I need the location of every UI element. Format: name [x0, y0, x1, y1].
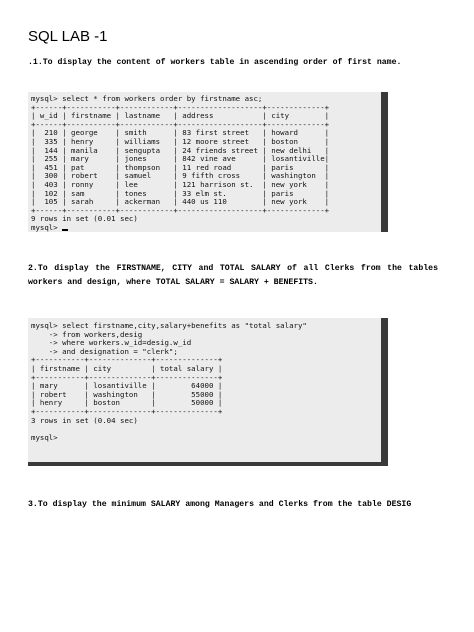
horizontal-scrollbar[interactable] — [28, 462, 388, 466]
result-line: 9 rows in set (0.01 sec) — [31, 214, 138, 224]
table-row: | mary | losantiville | 64000 | — [31, 381, 223, 391]
table-row: | henry | boston | 50000 | — [31, 398, 223, 408]
mysql-prompt[interactable]: mysql> — [31, 432, 58, 442]
question-2-text: 2.To display the FIRSTNAME, CITY and TOTAL SALARY of all Clerks from the tables workers and design, where TOTAL SALARY = SALARY + BENEFITS. — [28, 264, 438, 287]
sql-command-continuation: -> where workers.w_id=desig.w_id — [31, 338, 192, 348]
table-row: | 210 | george | smith | 83 first street | howard | — [31, 128, 330, 138]
table-separator: +-----------+--------------+--------------+ — [31, 372, 223, 382]
vertical-scrollbar[interactable] — [381, 92, 388, 232]
table-row: | 255 | mary | jones | 842 vine ave | losantiville| — [31, 154, 330, 164]
sql-command: mysql> select firstname,city,salary+benefits as "total salary" — [31, 321, 307, 330]
result-line: 3 rows in set (0.04 sec) — [31, 415, 138, 425]
table-header: | firstname | city | total salary | — [31, 363, 223, 373]
table-separator: +------+-----------+------------+-------------------+-------------+ — [31, 205, 330, 215]
mysql-prompt[interactable]: mysql> — [31, 222, 63, 232]
terminal-output-1 — [28, 92, 388, 232]
table-row: | robert | washington | 55000 | — [31, 389, 223, 399]
question-1-text: .1.To display the content of workers table in ascending order of first name. — [28, 58, 402, 67]
text-cursor — [62, 229, 68, 231]
sql-command-continuation: -> from workers,desig — [31, 329, 143, 339]
question-3-text: 3.To display the minimum SALARY among Managers and Clerks from the table DESIG — [28, 500, 412, 509]
table-separator: +------+-----------+------------+-------------------+-------------+ — [31, 102, 330, 112]
table-separator: +-----------+--------------+--------------+ — [31, 406, 223, 416]
vertical-scrollbar[interactable] — [381, 318, 388, 466]
table-separator: +------+-----------+------------+-------------------+-------------+ — [31, 119, 330, 129]
table-row: | 403 | ronny | lee | 121 harrison st. | new york | — [31, 179, 330, 189]
table-row: | 102 | sam | tones | 33 elm st. | paris | — [31, 188, 330, 198]
terminal-output-2 — [28, 318, 388, 466]
sql-command: mysql> select * from workers order by firstname asc; — [31, 94, 263, 103]
table-row: | 451 | pat | thompson | 11 red road | paris | — [31, 162, 330, 172]
page-title: SQL LAB -1 — [28, 28, 108, 45]
sql-command-continuation: -> and designation = "clerk"; — [31, 346, 178, 356]
table-header: | w_id | firstname | lastname | address | city | — [31, 111, 330, 121]
table-row: | 335 | henry | williams | 12 moore street | boston | — [31, 136, 330, 146]
table-row: | 105 | sarah | ackerman | 440 us 110 | new york | — [31, 197, 330, 207]
table-separator: +-----------+--------------+--------------+ — [31, 355, 223, 365]
table-row: | 144 | manila | sengupta | 24 friends street | new delhi | — [31, 145, 330, 155]
table-row: | 300 | robert | samuel | 9 fifth cross | washington | — [31, 171, 330, 181]
